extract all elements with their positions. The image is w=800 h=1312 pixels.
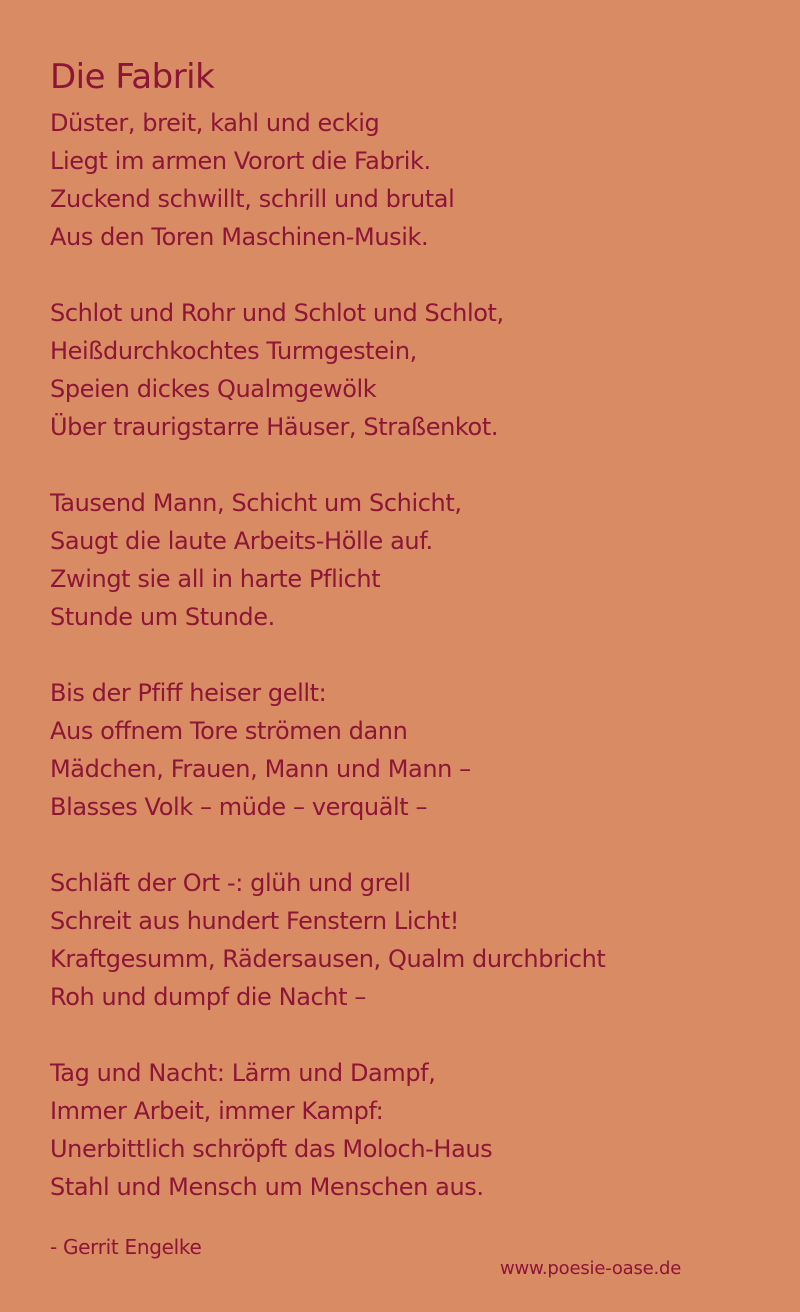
poem-line: Mädchen, Frauen, Mann und Mann – [50, 755, 471, 783]
stanza-1 [50, 104, 770, 256]
poem-line: Liegt im armen Vorort die Fabrik. [50, 147, 431, 175]
poem-author: - Gerrit Engelke [50, 1235, 202, 1259]
poem-line: Tausend Mann, Schicht um Schicht, [50, 489, 462, 517]
poem-line: Immer Arbeit, immer Kampf: [50, 1097, 384, 1125]
stanza-4 [50, 674, 770, 826]
poem-line: Schreit aus hundert Fenstern Licht! [50, 907, 459, 935]
stanza-6 [50, 1054, 770, 1206]
poem-line: Aus den Toren Maschinen-Musik. [50, 223, 429, 251]
stanza-3 [50, 484, 770, 636]
poem-line: Stahl und Mensch um Menschen aus. [50, 1173, 484, 1201]
website-label: www.poesie-oase.de [500, 1258, 682, 1279]
poem-line: Speien dickes Qualmgewölk [50, 375, 377, 403]
poem-line: Zwingt sie all in harte Pflicht [50, 565, 381, 593]
stanza-2 [50, 294, 770, 446]
poem-line: Tag und Nacht: Lärm und Dampf, [50, 1059, 436, 1087]
stanza-5 [50, 864, 770, 1016]
poem-line: Blasses Volk – müde – verquält – [50, 793, 428, 821]
poem-line: Aus offnem Tore strömen dann [50, 717, 408, 745]
poem-line: Zuckend schwillt, schrill und brutal [50, 185, 455, 213]
poem-line: Düster, breit, kahl und eckig [50, 109, 380, 137]
poem-line: Kraftgesumm, Rädersausen, Qualm durchbricht [50, 945, 606, 973]
poem-line: Saugt die laute Arbeits-Hölle auf. [50, 527, 433, 555]
poem-line: Schläft der Ort -: glüh und grell [50, 869, 411, 897]
poem-line: Stunde um Stunde. [50, 603, 275, 631]
poem-line: Über traurigstarre Häuser, Straßenkot. [50, 413, 499, 441]
poem-line: Unerbittlich schröpft das Moloch-Haus [50, 1135, 493, 1163]
poem-line: Roh und dumpf die Nacht – [50, 983, 366, 1011]
poem [50, 56, 770, 1244]
poem-line: Schlot und Rohr und Schlot und Schlot, [50, 299, 504, 327]
poem-title: Die Fabrik [50, 57, 215, 97]
poem-line: Bis der Pfiff heiser gellt: [50, 679, 327, 707]
poem-line: Heißdurchkochtes Turmgestein, [50, 337, 417, 365]
